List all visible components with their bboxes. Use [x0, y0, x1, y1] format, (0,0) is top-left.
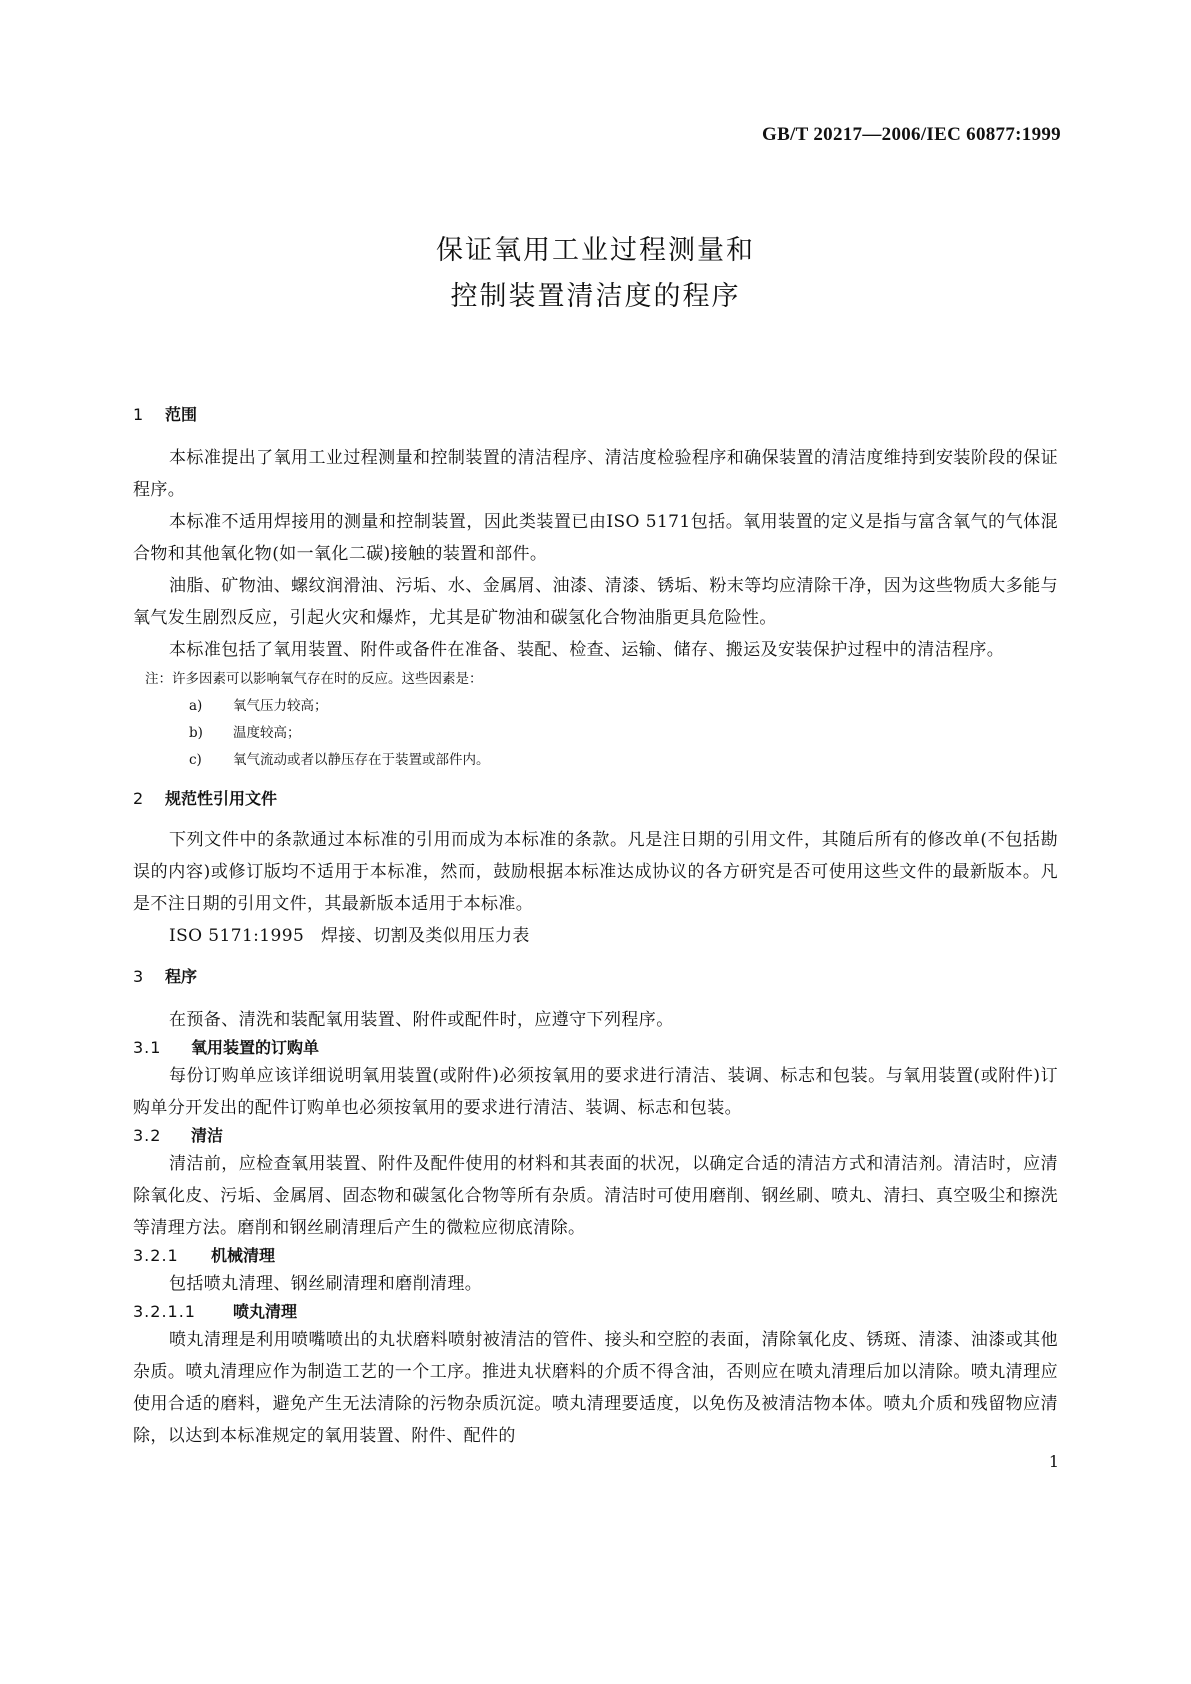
subsection-number: 3.2: [133, 1126, 162, 1145]
section-heading-scope: [133, 404, 1058, 426]
paragraph: 本标准提出了氧用工业过程测量和控制装置的清洁程序、清洁度检验程序和确保装置的清洁度维持到安装阶段的保证程序。: [133, 448, 1058, 500]
paragraph: 每份订购单应该详细说明氧用装置(或附件)必须按氧用的要求进行清洁、装调、标志和包装。与氧用装置(或附件)订购单分开发出的配件订购单也必须按氧用的要求进行清洁、装调、标志和包装。: [133, 1066, 1058, 1118]
subsection-heading: [133, 1124, 1058, 1148]
section-title: 规范性引用文件: [165, 789, 278, 808]
section-heading-normative-references: [133, 788, 1058, 810]
note-item: [133, 747, 1058, 774]
paragraph: 包括喷丸清理、钢丝刷清理和磨削清理。: [169, 1274, 483, 1294]
reference-entry: [133, 920, 1058, 952]
subsection-number: 3.2.1: [133, 1246, 179, 1265]
paragraph: 本标准包括了氧用装置、附件或备件在准备、装配、检查、运输、储存、搬运及安装保护过程中的清洁程序。: [169, 640, 1005, 660]
subsection-heading: [133, 1036, 1058, 1060]
subsection-title: 氧用装置的订购单: [191, 1038, 320, 1057]
paragraph: 下列文件中的条款通过本标准的引用而成为本标准的条款。凡是注日期的引用文件，其随后所有的修改单(不包括勘误的内容)或修订版均不适用于本标准，然而，鼓励根据本标准达成协议的各方研究是否可使用这些文件的最新版本。凡是不注日期的引用文件，其最新版本适用于本标准。: [133, 830, 1058, 914]
document-title-line2: 控制装置清洁度的程序: [450, 281, 741, 312]
paragraph: 在预备、清洗和装配氧用装置、附件或配件时，应遵守下列程序。: [169, 1010, 674, 1030]
paragraph: 油脂、矿物油、螺纹润滑油、污垢、水、金属屑、油漆、清漆、锈垢、粉末等均应清除干净，因为这些物质大多能与氧气发生剧烈反应，引起火灾和爆炸，尤其是矿物油和碳氢化合物油脂更具危险性。: [133, 576, 1058, 628]
paragraph: 本标准不适用焊接用的测量和控制装置，因此类装置已由ISO 5171包括。氧用装置的定义是指与富含氧气的气体混合物和其他氧化物(如一氧化二碳)接触的装置和部件。: [133, 512, 1058, 564]
note-item: [133, 720, 1058, 747]
subsection-title: 清洁: [191, 1126, 224, 1145]
page-number: 1: [1048, 1452, 1059, 1471]
reference-title: 焊接、切割及类似用压力表: [321, 926, 530, 946]
subsection-title: 机械清理: [211, 1246, 276, 1265]
subsection-title: 喷丸清理: [233, 1302, 298, 1321]
subsection-heading: [133, 1244, 1058, 1268]
section-title: 程序: [165, 967, 198, 986]
note-item-label: b): [189, 725, 203, 741]
subsection-number: 3.1: [133, 1038, 162, 1057]
note-item: [133, 693, 1058, 720]
section-number: 2: [133, 789, 144, 808]
paragraph: 清洁前，应检查氧用装置、附件及配件使用的材料和其表面的状况，以确定合适的清洁方式和清洁剂。清洁时，应清除氧化皮、污垢、金属屑、固态物和碳氢化合物等所有杂质。清洁时可使用磨削、钢丝刷、喷丸、清扫、真空吸尘和擦洗等清理方法。磨削和钢丝刷清理后产生的微粒应彻底清除。: [133, 1154, 1058, 1238]
note-item-text: 氧气压力较高；: [233, 698, 328, 714]
reference-code: ISO 5171:1995: [169, 926, 305, 946]
section-number: 3: [133, 967, 144, 986]
section-title: 范围: [165, 405, 198, 424]
subsection-number: 3.2.1.1: [133, 1302, 196, 1321]
document-body: [133, 404, 1058, 1452]
note-item-text: 氧气流动或者以静压存在于装置或部件内。: [233, 752, 490, 768]
paragraph: 喷丸清理是利用喷嘴喷出的丸状磨料喷射被清洁的管件、接头和空腔的表面，清除氧化皮、锈斑、清漆、油漆或其他杂质。喷丸清理应作为制造工艺的一个工序。推进丸状磨料的介质不得含油，否则应在喷丸清理后加以清除。喷丸清理应使用合适的磨料，避免产生无法清除的污物杂质沉淀。喷丸清理要适度，以免伤及被清洁物本体。喷丸介质和残留物应清除，以达到本标准规定的氧用装置、附件、配件的: [133, 1330, 1058, 1446]
subsection-heading: [133, 1300, 1058, 1324]
standard-code: GB/T 20217—2006/IEC 60877:1999: [762, 124, 1061, 145]
note: 注：许多因素可以影响氧气存在时的反应。这些因素是：: [145, 671, 483, 687]
note-item-text: 温度较高；: [233, 725, 301, 741]
note-item-label: a): [189, 698, 203, 714]
note-item-label: c): [189, 752, 202, 768]
section-number: 1: [133, 405, 144, 424]
section-heading-procedure: [133, 966, 1058, 988]
document-title-line1: 保证氧用工业过程测量和: [436, 235, 755, 266]
